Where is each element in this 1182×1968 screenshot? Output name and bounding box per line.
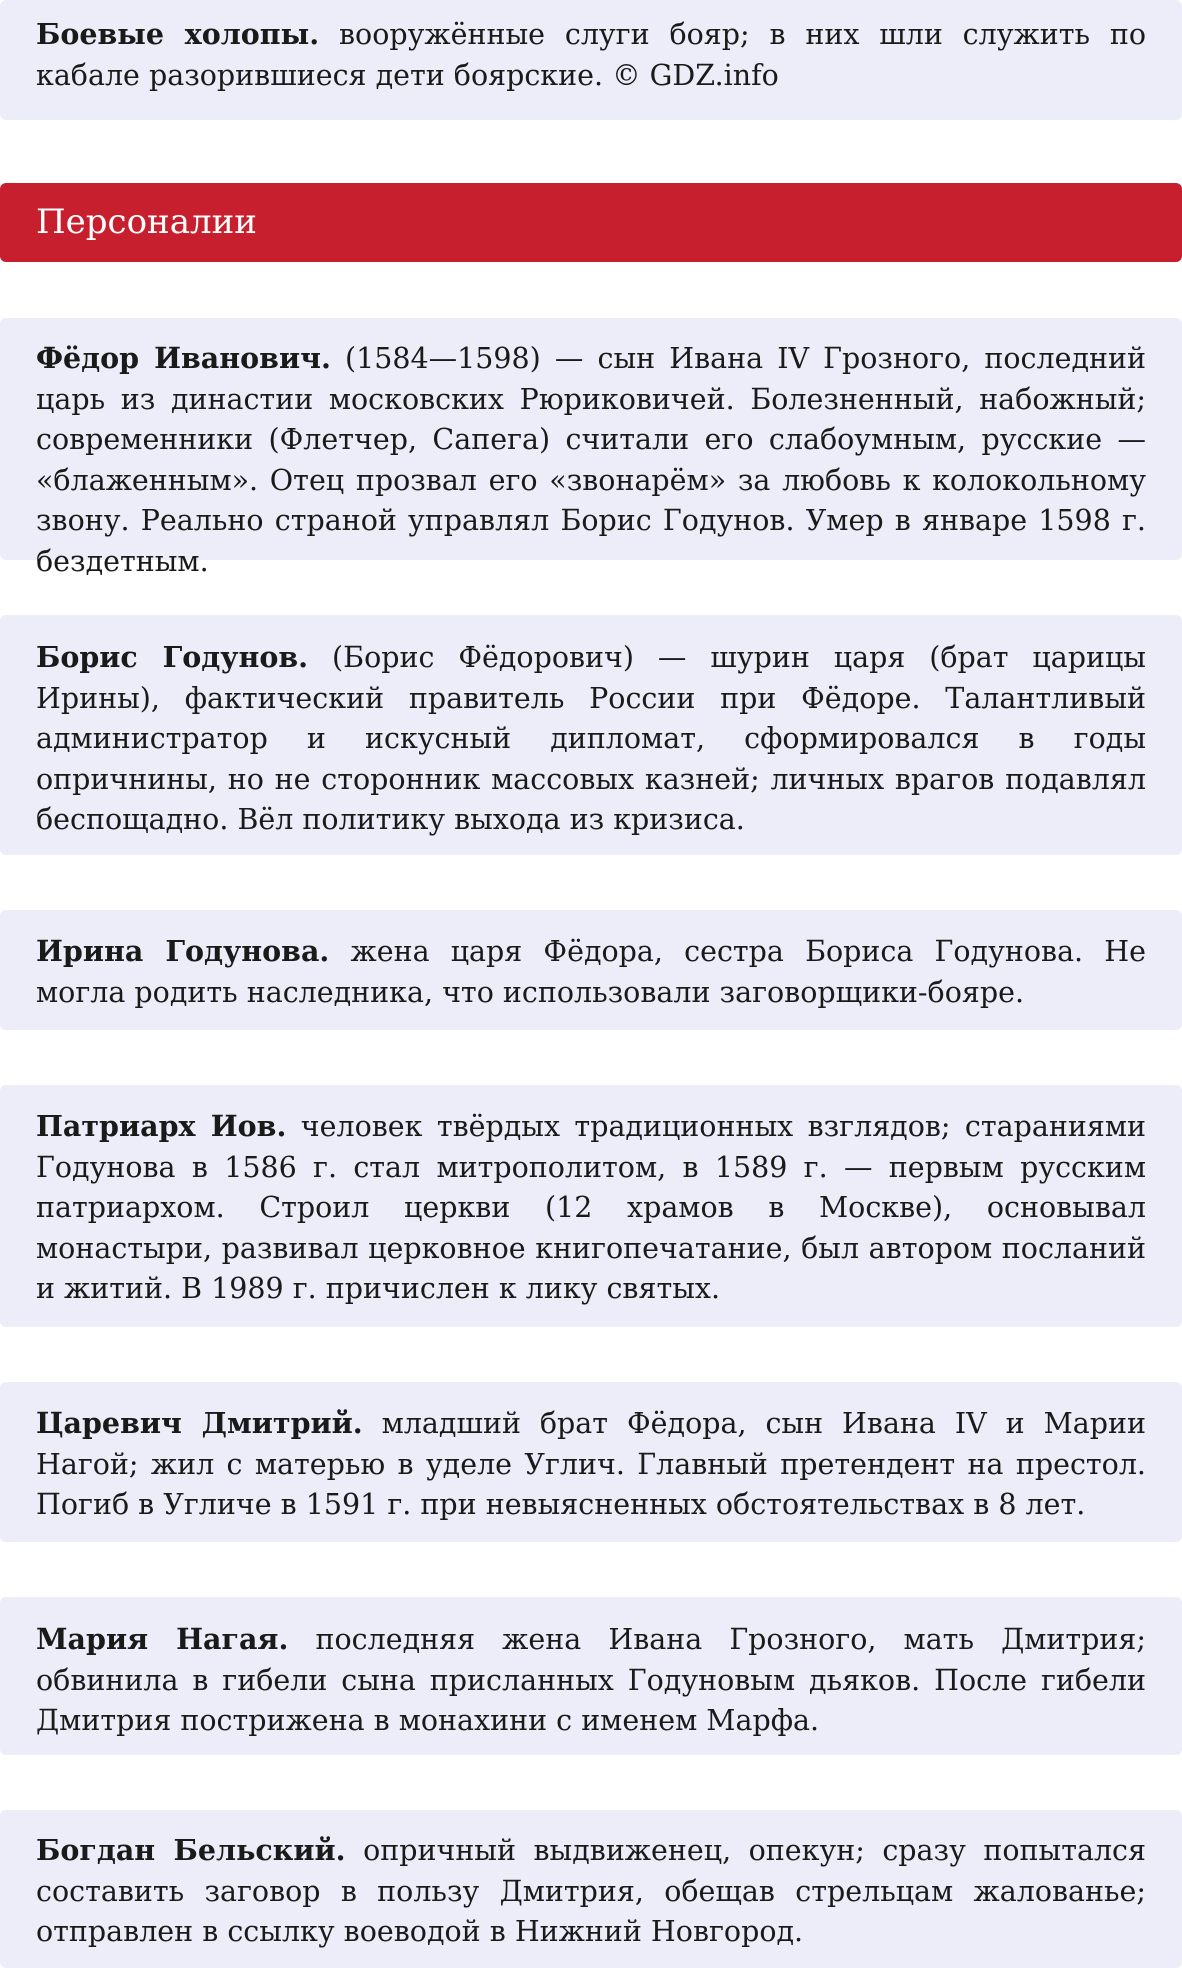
person-card-maria: [0, 1597, 1182, 1755]
person-name: Богдан Бельский.: [36, 1833, 346, 1867]
person-description: (Борис Фёдорович) — шурин царя (брат царицы Ирины), фактический правитель России при Фёдоре. Талантливый администратор и искусный дипломат, сформировался в годы опричнины, но не сторонник массовых казней; личных врагов подавлял беспощадно. Вёл политику выхода из кризиса.: [36, 641, 1146, 836]
section-title: Персоналии: [36, 202, 257, 242]
person-description: последняя жена Ивана Грозного, мать Дмитрия; обвинила в гибели сына присланных Годуновым дьяков. После гибели Дмитрия пострижена в монахини с именем Марфа.: [36, 1623, 1146, 1737]
person-card-dmitry: [0, 1382, 1182, 1542]
person-card-iov: [0, 1085, 1182, 1327]
person-name: Ирина Годунова.: [36, 934, 330, 968]
person-name: Мария Нагая.: [36, 1622, 289, 1656]
person-description: младший брат Фёдора, сын Ивана IV и Марии Нагой; жил с матерью в уделе Углич. Главный претендент на престол. Погиб в Угличе в 1591 г. при невыясненных обстоятельствах в 8 лет.: [36, 1407, 1146, 1521]
top-note-text: вооружённые слуги бояр; в них шли служить по кабале разорившиеся дети боярские. © GDZ.info: [36, 18, 1146, 92]
person-name: Борис Годунов.: [36, 640, 309, 674]
person-description: (1584—1598) — сын Ивана IV Грозного, последний царь из династии московских Рюриковичей. Болезненный, набожный; современники (Флетчер, Сапега) считали его слабоумным, русские — «блаженным». Отец прозвал его «звонарём» за любовь к колокольному звону. Реально страной управлял Борис Годунов. Умер в январе 1598 г. бездетным.: [36, 342, 1147, 578]
person-card-boris: [0, 615, 1182, 855]
person-name: Патриарх Иов.: [36, 1109, 287, 1143]
top-note-card: [0, 0, 1182, 120]
person-card-fedor: [0, 318, 1182, 578]
top-note-term: Боевые холопы.: [36, 17, 320, 51]
person-description: человек твёрдых традиционных взглядов; стараниями Годунова в 1586 г. стал митрополитом, в 1589 г. — первым русским патриархом. Строил церкви (12 храмов в Москве), основывал монастыри, развивал церковное книгопечатание, был автором посланий и житий. В 1989 г. причислен к лику святых.: [36, 1110, 1146, 1305]
person-card-irina: [0, 910, 1182, 1030]
person-name: Фёдор Иванович.: [36, 341, 331, 375]
person-card-belsky: [0, 1810, 1182, 1968]
person-description: жена царя Фёдора, сестра Бориса Годунова. Не могла родить наследника, что использовали заговорщики-бояре.: [36, 935, 1146, 1009]
person-name: Царевич Дмитрий.: [36, 1406, 363, 1440]
person-description: опричный выдвиженец, опекун; сразу попытался составить заговор в пользу Дмитрия, обещав стрельцам жалованье; отправлен в ссылку воеводой в Нижний Новгород.: [36, 1834, 1146, 1948]
section-header: [0, 183, 1182, 262]
